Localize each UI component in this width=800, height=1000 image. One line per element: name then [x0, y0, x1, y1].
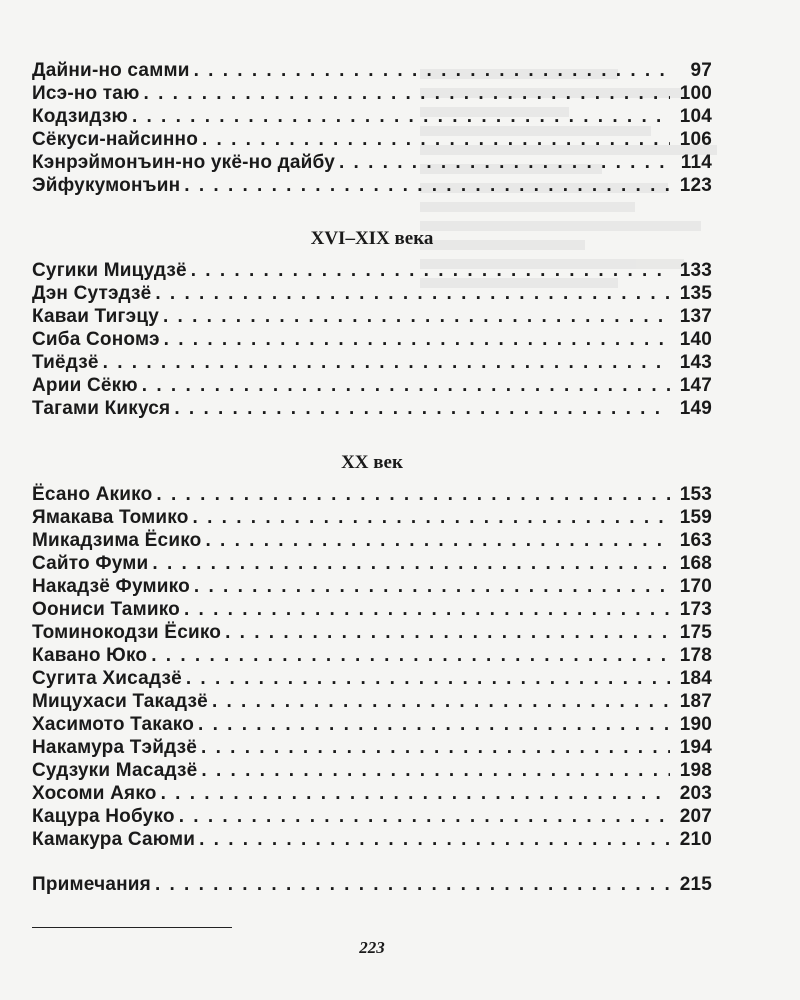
- toc-entry-page: 168: [679, 553, 712, 574]
- dot-leader: [174, 398, 670, 420]
- toc-entry-page: 187: [679, 691, 712, 712]
- toc-entry-page: 173: [679, 599, 712, 620]
- toc-entry[interactable]: [32, 260, 712, 283]
- toc-entry-page: 100: [679, 83, 712, 104]
- toc-entry-page: 159: [679, 507, 712, 528]
- toc-entry-title: Мицухаси Такадзё: [32, 691, 208, 712]
- toc-entry-title: Кацура Нобуко: [32, 806, 175, 827]
- toc-entry-page: 147: [679, 375, 712, 396]
- toc-entry-page: 207: [679, 806, 712, 827]
- toc-entry-title: Тиёдзё: [32, 352, 99, 373]
- toc-entry-page: 175: [679, 622, 712, 643]
- dot-leader: [142, 375, 670, 397]
- toc-entry[interactable]: [32, 375, 712, 398]
- toc-entry[interactable]: [32, 829, 712, 852]
- toc-entry-page: 140: [679, 329, 712, 350]
- dot-leader: [156, 484, 670, 506]
- toc-entry-page: 170: [679, 576, 712, 597]
- toc-entry[interactable]: [32, 874, 712, 897]
- toc-entry-title: Накамура Тэйдзё: [32, 737, 198, 758]
- dot-leader: [132, 106, 670, 128]
- toc-entry-title: Хасимото Такако: [32, 714, 195, 735]
- toc-group-classical: [32, 60, 712, 198]
- dot-leader: [103, 352, 670, 374]
- toc-entry[interactable]: [32, 283, 712, 306]
- toc-entry[interactable]: [32, 553, 712, 576]
- dot-leader: [198, 714, 670, 736]
- toc-entry[interactable]: [32, 329, 712, 352]
- toc-entry[interactable]: [32, 737, 712, 760]
- toc-entry-page: 114: [680, 152, 712, 173]
- dot-leader: [186, 668, 670, 690]
- dot-leader: [193, 507, 670, 529]
- section-heading: XVI–XIX века: [310, 228, 434, 249]
- toc-entry-page: 215: [679, 874, 712, 895]
- toc-entry-title: Ямакава Томико: [32, 507, 189, 528]
- toc-entry[interactable]: [32, 484, 712, 507]
- toc-entry-page: 149: [679, 398, 712, 419]
- toc-group-notes: [32, 874, 712, 897]
- toc-entry[interactable]: [32, 83, 712, 106]
- toc-entry[interactable]: [32, 714, 712, 737]
- toc-entry-title: Томинокодзи Ёсико: [32, 622, 222, 643]
- toc-entry-title: Дайни-но самми: [32, 60, 190, 81]
- toc-group-xvi-xix: [32, 260, 712, 421]
- dot-leader: [184, 175, 670, 197]
- toc-entry[interactable]: [32, 106, 712, 129]
- toc-entry-page: 203: [679, 783, 712, 804]
- dot-leader: [155, 874, 670, 896]
- dot-leader: [184, 599, 670, 621]
- toc-entry-page: 137: [679, 306, 712, 327]
- toc-entry[interactable]: [32, 783, 712, 806]
- toc-entry-page: 97: [690, 60, 712, 81]
- toc-entry-title: Дэн Сутэдзё: [32, 283, 152, 304]
- toc-entry[interactable]: [32, 622, 712, 645]
- toc-entry[interactable]: [32, 645, 712, 668]
- toc-entry-title: Кэнрэймонъин-но укё-но дайбу: [32, 152, 335, 173]
- toc-entry-page: 133: [679, 260, 712, 281]
- toc-entry-title: Накадзё Фумико: [32, 576, 190, 597]
- toc-entry-page: 163: [679, 530, 712, 551]
- page-number: 223: [359, 938, 385, 957]
- dot-leader: [205, 530, 670, 552]
- toc-entry-title: Оониси Тамико: [32, 599, 180, 620]
- dot-leader: [164, 329, 670, 351]
- dot-leader: [194, 576, 670, 598]
- toc-entry[interactable]: [32, 152, 712, 175]
- toc-entry-page: 106: [679, 129, 712, 150]
- footer-rule: [32, 927, 232, 928]
- toc-entry[interactable]: [32, 576, 712, 599]
- toc-entry[interactable]: [32, 806, 712, 829]
- dot-leader: [225, 622, 670, 644]
- toc-entry[interactable]: [32, 530, 712, 553]
- toc-entry-page: 153: [679, 484, 712, 505]
- toc-entry-page: 210: [679, 829, 712, 850]
- dot-leader: [339, 152, 670, 174]
- toc-entry[interactable]: [32, 352, 712, 375]
- toc-entry-page: 190: [679, 714, 712, 735]
- toc-entry[interactable]: [32, 691, 712, 714]
- toc-entry-page: 143: [679, 352, 712, 373]
- dot-leader: [152, 553, 670, 575]
- toc-entry-title: Кодзидзю: [32, 106, 128, 127]
- dot-leader: [179, 806, 670, 828]
- toc-entry-title: Микадзима Ёсико: [32, 530, 202, 551]
- toc-entry-title: Арии Сёкю: [32, 375, 138, 396]
- toc-entry-title: Ёсано Акико: [32, 484, 153, 505]
- dot-leader: [191, 260, 670, 282]
- toc-entry[interactable]: [32, 599, 712, 622]
- toc-entry[interactable]: [32, 60, 712, 83]
- toc-entry[interactable]: [32, 306, 712, 329]
- dot-leader: [212, 691, 670, 713]
- toc-entry-title: Хосоми Аяко: [32, 783, 157, 804]
- toc-entry-title: Исэ-но таю: [32, 83, 140, 104]
- toc-entry-page: 194: [679, 737, 712, 758]
- section-heading: XX век: [341, 452, 403, 473]
- toc-entry-page: 135: [679, 283, 712, 304]
- dot-leader: [161, 783, 670, 805]
- dot-leader: [163, 306, 670, 328]
- toc-entry-title: Сугита Хисадзё: [32, 668, 182, 689]
- dot-leader: [155, 283, 670, 305]
- toc-entry-title: Судзуки Масадзё: [32, 760, 198, 781]
- dot-leader: [202, 129, 670, 151]
- toc-entry-title: Кавано Юко: [32, 645, 148, 666]
- toc-entry[interactable]: [32, 398, 712, 421]
- dot-leader: [144, 83, 670, 105]
- toc-entry-title: Эйфукумонъин: [32, 175, 181, 196]
- toc-entry-page: 184: [679, 668, 712, 689]
- toc-entry-page: 123: [679, 175, 712, 196]
- toc-entry[interactable]: [32, 760, 712, 783]
- toc-group-xx: [32, 484, 712, 852]
- toc-entry-title: Сиба Сономэ: [32, 329, 160, 350]
- dot-leader: [194, 60, 670, 82]
- toc-entry-title: Камакура Саюми: [32, 829, 196, 850]
- dot-leader: [151, 645, 670, 667]
- toc-entry-page: 198: [679, 760, 712, 781]
- toc-entry-title: Сёкуси-найсинно: [32, 129, 198, 150]
- toc-entry[interactable]: [32, 175, 712, 198]
- toc-entry-title: Примечания: [32, 874, 151, 895]
- toc-entry-title: Тагами Кикуся: [32, 398, 171, 419]
- toc-entry-page: 104: [679, 106, 712, 127]
- dot-leader: [201, 760, 670, 782]
- toc-entry[interactable]: [32, 129, 712, 152]
- toc-entry-title: Каваи Тигэцу: [32, 306, 159, 327]
- toc-entry-page: 178: [679, 645, 712, 666]
- toc-entry-title: Сугики Мицудзё: [32, 260, 187, 281]
- toc-entry[interactable]: [32, 668, 712, 691]
- dot-leader: [199, 829, 670, 851]
- toc-entry[interactable]: [32, 507, 712, 530]
- toc-entry-title: Сайто Фуми: [32, 553, 149, 574]
- dot-leader: [201, 737, 670, 759]
